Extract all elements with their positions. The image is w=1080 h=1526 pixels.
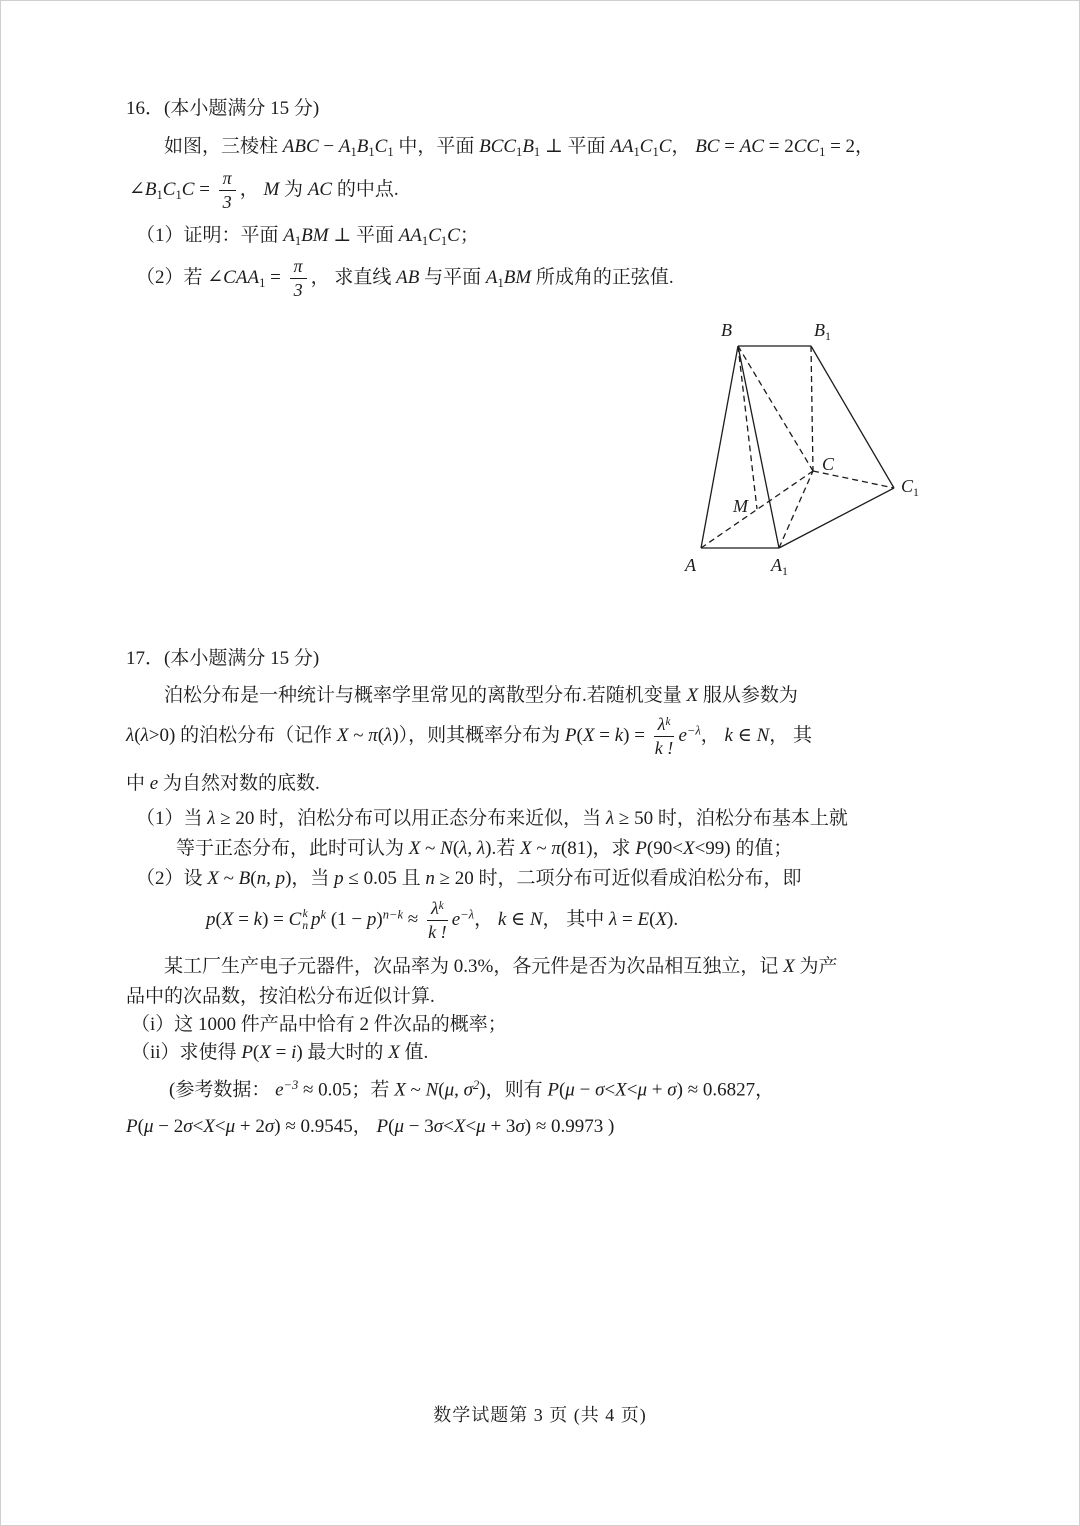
vertex-label-M: M [733,496,748,516]
vertex-label-C: C [822,454,835,474]
edge-AB [701,346,738,548]
q17-line-10: （i）这 1000 件产品中恰有 2 件次品的概率； [131,1014,507,1035]
q17-line-6: （2）设 X ~ B(n, p)，当 p ≤ 0.05 且 n ≥ 20 时，二项分布可近似看成泊松分布，即 [136,868,802,889]
q17-line-11: （ii）求使得 P(X = i) 最大时的 X 值. [131,1042,429,1063]
vertex-label-B: B [721,320,732,340]
q17-line-12: (参考数据： $e^{-3} \approx 0.05$；若 X ~ N(μ, $\sigma^2$)，则有 P(μ − σ<X<μ + σ) ≈ 0.6827， [169,1078,775,1101]
vertex-label-B1: $B_1$ [814,320,831,343]
q17-line-1: 泊松分布是一种统计与概率学里常见的离散型分布.若随机变量 X 服从参数为 [164,685,798,706]
q16-line-1: 如图，三棱柱 ABC − $A_1B_1C_1$ 中，平面 $BCC_1B_1$ ⊥ 平面 $AA_1C_1C$， BC = AC = $2CC_1 = 2$， [164,136,875,159]
q17-line-8: 某工厂生产电子元器件，次品率为 0.3%，各元件是否为次品相互独立，记 X 为产 [164,956,838,977]
q17-line-2: λ(λ>0) 的泊松分布（记作 X ~ π(λ)），则其概率分布为 P(X = k) = $\frac{\lambda^k}{k !}$ $e^{-\lambda}$， k ∈ N， 其 [126,714,813,758]
q17-header: 17．(本小题满分 15 分) [126,648,320,669]
q17-line-9: 品中的次品数，按泊松分布近似计算. [126,986,435,1007]
q17-line-4: （1）当 λ ≥ 20 时，泊松分布可以用正态分布来近似，当 λ ≥ 50 时，泊松分布基本上就 [136,808,848,829]
prism-figure-svg [651,319,961,594]
q16-header: 16．(本小题满分 15 分) [126,98,320,119]
vertex-label-A1: $A_1$ [771,555,788,578]
edge-BC [738,346,813,471]
vertex-label-C1: $C_1$ [901,476,919,499]
edge-B1C [811,346,813,471]
q17-line-5: 等于正态分布，此时可认为 X ~ N(λ, λ).若 X ~ π(81)，求 P(90<X<99) 的值； [176,838,793,859]
q16-line-4: （2）若 $\angle CAA_1$ = $\frac{\pi}{3}$ ， 求直线 AB 与平面 $A_1BM$ 所成角的正弦值. [136,256,674,300]
q17-line-3: 中 e 为自然对数的底数. [126,773,320,794]
q17-line-7: p(X = k) = C k n $p^k$ $(1 - p)^{n-k}$ ≈ $\frac{\lambda^k}{k !}$ $e^{-\lambda}$， k ∈ N， 其中 λ = E(X). [206,898,679,942]
page-footer: 数学试题第 3 页 (共 4 页) [433,1405,647,1425]
prism-figure [651,319,961,594]
q16-line-2: $\angle B_1C_1C$ = $\frac{\pi}{3}$ ， M 为 AC 的中点. [129,168,399,212]
vertex-label-A: A [685,555,696,575]
q16-line-3: （1）证明：平面 $A_1BM$ ⊥ 平面 $AA_1C_1C$； [136,225,479,248]
edge-A1C1 [779,488,894,548]
q17-line-13: P(μ − 2σ<X<μ + 2σ) ≈ 0.9545， P(μ − 3σ<X<μ + 3σ) ≈ 0.9973 ) [126,1116,615,1137]
